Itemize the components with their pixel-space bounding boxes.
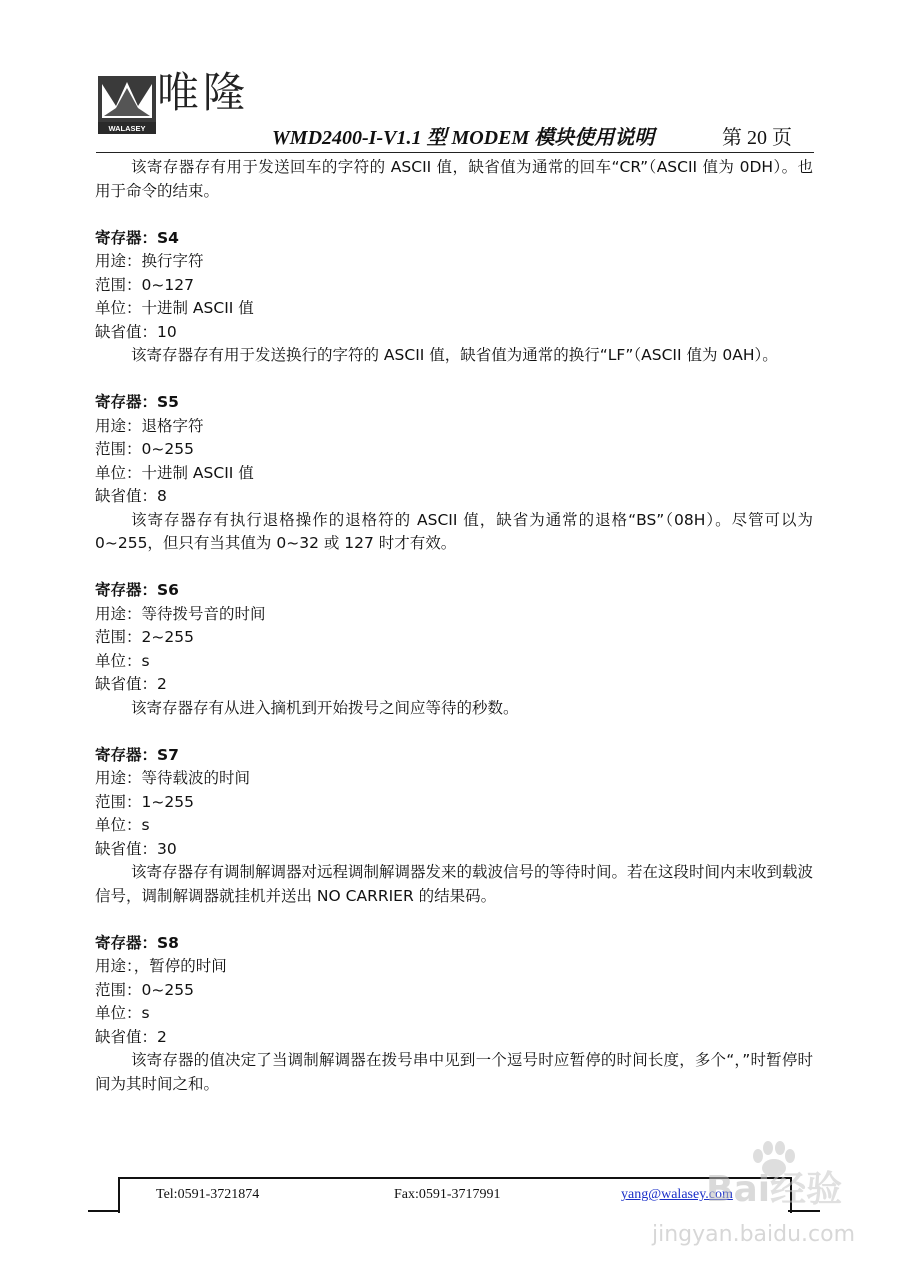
watermark-brand-bai: Bai	[706, 1169, 771, 1210]
register-s4	[95, 227, 813, 368]
baidu-jingyan-watermark	[648, 1140, 904, 1280]
register-range: 范围：2~255	[95, 628, 194, 646]
company-logo	[98, 76, 156, 134]
register-unit: 单位：s	[95, 1004, 150, 1022]
register-heading: 寄存器：S5	[95, 393, 179, 411]
register-heading: 寄存器：S4	[95, 228, 179, 247]
register-description: 该寄存器存有执行退格操作的退格符的 ASCII 值，缺省为通常的退格“BS”（08H）。尽管可以为 0~255，但只有当其值为 0~32 或 127 时才有效。	[95, 510, 813, 552]
register-use: 用途：等待拨号音的时间	[95, 604, 266, 623]
register-unit: 单位：十进制 ASCII 值	[95, 299, 254, 317]
footer-fax: Fax:0591-3717991	[394, 1187, 501, 1202]
register-s6	[95, 579, 813, 720]
logo-text: 唯隆	[157, 68, 250, 117]
register-default: 缺省值：2	[95, 675, 167, 693]
register-range: 范围：0~255	[95, 980, 194, 999]
register-default: 缺省值：30	[95, 839, 177, 858]
register-range: 范围：0~127	[95, 275, 194, 294]
register-default: 缺省值：2	[95, 1027, 167, 1046]
register-description: 该寄存器存有用于发送换行的字符的 ASCII 值，缺省值为通常的换行“LF”（ASCII 值为 0AH）。	[131, 346, 778, 364]
footer-left-rule	[88, 1210, 120, 1212]
register-s7	[95, 744, 813, 909]
register-description: 该寄存器存有从进入摘机到开始拨号之间应等待的秒数。	[131, 698, 519, 717]
logo-sub-text: WALASEY	[108, 124, 146, 133]
header-divider	[96, 152, 814, 153]
register-use: 用途：换行字符	[95, 252, 204, 270]
watermark-brand	[706, 1169, 843, 1210]
register-default: 缺省值：8	[95, 487, 167, 505]
register-heading: 寄存器：S6	[95, 581, 179, 599]
register-unit: 单位：十进制 ASCII 值	[95, 463, 254, 482]
page-number: 第 20 页	[722, 127, 792, 149]
register-heading: 寄存器：S8	[95, 933, 179, 952]
register-s5	[95, 391, 813, 556]
register-range: 范围：0~255	[95, 440, 194, 458]
register-description: 该寄存器的值决定了当调制解调器在拨号串中见到一个逗号时应暂停的时间长度，多个“，”时暂停时间为其时间之和。	[95, 1051, 813, 1093]
watermark-url: jingyan.baidu.com	[652, 1222, 856, 1247]
register-range: 范围：1~255	[95, 792, 194, 811]
register-default: 缺省值：10	[95, 322, 177, 341]
register-use: 用途：，暂停的时间	[95, 957, 227, 975]
register-use: 用途：退格字符	[95, 416, 204, 435]
watermark-brand-jingyan: 经验	[770, 1169, 843, 1210]
register-s8	[95, 932, 813, 1097]
register-heading: 寄存器：S7	[95, 745, 179, 764]
document-title: WMD2400-I-V1.1 型 MODEM 模块使用说明	[272, 127, 655, 149]
footer-email-link[interactable]: yang@walasey.com	[621, 1187, 733, 1202]
register-description: 该寄存器存有调制解调器对远程调制解调器发来的载波信号的等待时间。若在这段时间内末收到载波信号，调制解调器就挂机并送出 NO CARRIER 的结果码。	[95, 863, 814, 905]
register-use: 用途：等待载波的时间	[95, 769, 251, 787]
register-unit: 单位：s	[95, 651, 150, 670]
register-unit: 单位：s	[95, 816, 150, 834]
intro-paragraph: 该寄存器存有用于发送回车的字符的 ASCII 值，缺省值为通常的回车“CR”（ASCII 值为 0DH）。也用于命令的结束。	[95, 158, 813, 200]
footer-phone: Tel:0591-3721874	[156, 1187, 260, 1202]
page-content	[95, 156, 813, 1096]
